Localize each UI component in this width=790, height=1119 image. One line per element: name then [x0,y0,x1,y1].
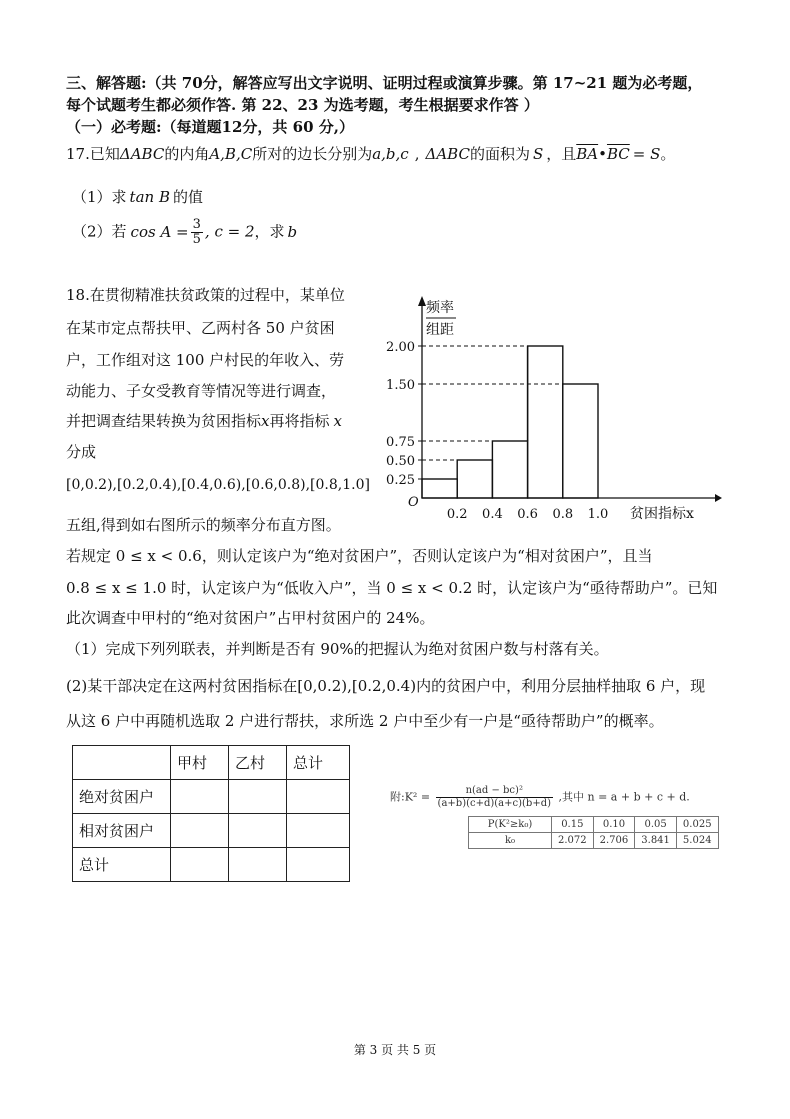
q17-mid2: 所对的边长分别为 [252,145,373,163]
y-tick-label: 1.50 [386,378,415,393]
x-axis-label: 贫困指标x [630,506,694,522]
histogram-bar [528,346,563,498]
q17-part2-cos: cos A = [130,222,189,241]
table-row [469,817,719,833]
q17-triangle: ΔABC [119,145,165,163]
table-cell [287,848,350,882]
table-header-cell: 乙村 [229,746,287,780]
table-row-label: 总计 [73,848,171,882]
table-row [73,780,350,814]
q18-line5a: 并把调查结果转换为贫困指标 [66,412,262,430]
table-cell [171,780,229,814]
table-cell: 0.025 [676,817,718,833]
reference-fraction [436,785,553,810]
table-header-row [73,746,350,780]
q17-sep: , [414,145,420,163]
reference-prefix: 附:K² = [390,790,431,804]
q18-line6: 分成 [66,443,97,461]
q17-mid3: 的面积为 [469,145,530,163]
y-tick-label: 2.00 [386,340,415,355]
q17-part1 [72,186,203,207]
q18-line5 [66,410,342,431]
table-row [73,814,350,848]
table-cell: k₀ [469,833,552,849]
histogram-bar [422,479,457,498]
reference-formula [390,785,730,810]
reference-denominator: (a+b)(c+d)(a+c)(b+d) [437,798,552,809]
table-header-cell: 甲村 [171,746,229,780]
y-axis-label-denominator: 组距 [426,322,454,338]
section-header-line2: 每个试题考生都必须作答. 第 22、23 为选考题，考生根据要求作答 ） [66,96,539,114]
q17-part1-end: 的值 [172,188,203,206]
q17-fraction [191,218,203,247]
table-cell: 0.10 [593,817,635,833]
table-row [469,833,719,849]
table-row-label: 绝对贫困户 [73,780,171,814]
critical-value-table [468,816,719,849]
histogram-bar [457,460,492,498]
q17-mid1: 的内角 [164,145,210,163]
q17-fraction-den: 5 [192,232,201,247]
y-tick-label: 0.75 [386,435,415,450]
section-header-line3: （一）必考题:（每道题12分，共 60 分,） [66,118,354,136]
table-cell [287,814,350,848]
origin-label: O [408,495,419,510]
q18-part2a: (2)某干部决定在这两村贫困指标在[0,0.2),[0.2,0.4)内的贫困户中，利用分层抽样抽取 6 户，现 [66,677,706,695]
q18-line2: 在某市定点帮扶甲、乙两村各 50 户贫困 [66,319,335,337]
q17-part1-expr: tan B [129,188,170,206]
q17-stem [66,143,675,164]
table-cell: 5.024 [676,833,718,849]
histogram-bar [492,441,527,498]
y-axis-label-numerator: 频率 [426,300,454,316]
table-row-label: 相对贫困户 [73,814,171,848]
table-cell: 0.05 [635,817,677,833]
table-header-cell: 总计 [287,746,350,780]
q17-vector-BA: $\overline{BA}$ [576,145,599,163]
q18-part1: （1）完成下列列联表，并判断是否有 90%的把握认为绝对贫困户数与村落有关。 [66,640,609,658]
q17-end: 。 [660,145,676,163]
q18-part2b: 从这 6 户中再随机选取 2 户进行帮扶，求所选 2 户中至少有一户是“亟待帮助户”的概率。 [66,712,664,730]
q17-dot: • [598,145,607,163]
x-tick-label: 0.6 [517,507,538,522]
table-cell [171,848,229,882]
reference-numerator: n(ad − bc)² [436,785,553,798]
q17-angles: A,B,C [209,145,253,163]
y-tick-label: 0.25 [386,473,415,488]
frequency-histogram [360,290,730,526]
q18-intervals: [0,0.2),[0.2,0.4),[0.4,0.6),[0.6,0.8),[0.8,1.0] [66,477,370,493]
q17-pre: 17.已知 [66,145,120,163]
table-row [73,848,350,882]
q17-part2-end: ，求 [254,222,285,241]
table-header-cell [73,746,171,780]
x-tick-label: 0.4 [482,507,503,522]
q18-line8: 五组,得到如右图所示的频率分布直方图。 [66,516,341,534]
q18-line5-x2: x [333,412,342,430]
table-cell [287,780,350,814]
q17-sides: a,b,c [372,145,409,163]
q18-line5-x: x [261,412,270,430]
reference-suffix: ,其中 n = a + b + c + d. [558,790,690,804]
table-cell [229,814,287,848]
q17-part1-label: （1）求 [72,188,127,206]
q18-line11: 此次调查中甲村的“绝对贫困户”占甲村贫困户的 24%。 [66,609,435,627]
q17-part2-b: b [287,222,298,241]
q18-line4: 动能力、子女受教育等情况等进行调查， [66,382,337,400]
page-footer: 第 3 页 共 5 页 [353,1043,437,1057]
q18-line3: 户，工作组对这 100 户村民的年收入、劳 [66,351,345,369]
table-cell [229,780,287,814]
table-cell: 3.841 [635,833,677,849]
q17-part2-label: （2）若 [72,222,127,241]
q18-line9: 若规定 0 ≤ x < 0.6，则认定该户为“绝对贫困户”，否则认定该户为“相对贫困户”，且当 [66,547,653,565]
x-tick-label: 1.0 [587,507,609,522]
q17-triangle2: ΔABC [425,145,470,163]
table-cell: P(K²≥k₀) [469,817,552,833]
y-tick-label: 0.50 [386,454,415,469]
table-cell: 2.706 [593,833,635,849]
q18-line5b: 再将指标 [269,412,330,430]
q17-part2 [72,218,297,247]
q17-S: S [532,145,544,163]
contingency-table [72,745,350,882]
q17-fraction-num: 3 [192,217,201,232]
q17-part2-rest: , c = 2 [204,222,255,241]
x-tick-label: 0.2 [446,507,468,522]
table-cell [229,848,287,882]
y-axis-arrow-icon [418,296,426,306]
q17-vector-BC: $\overline{BC}$ [606,145,630,163]
reference-block [390,785,730,849]
x-axis-arrow-icon [715,494,722,502]
q17-mid4: ，且 [546,145,577,163]
q18-line1: 18.在贯彻精准扶贫政策的过程中，某单位 [66,286,345,304]
table-cell: 2.072 [552,833,594,849]
q18-line10: 0.8 ≤ x ≤ 1.0 时，认定该户为“低收入户”，当 0 ≤ x < 0.2 时，认定该户为“亟待帮助户”。已知 [66,579,718,597]
section-header-line1: 三、解答题:（共 70分，解答应写出文字说明、证明过程或演算步骤。第 17~21 题为必考题， [66,74,703,92]
table-cell [171,814,229,848]
table-cell: 0.15 [552,817,594,833]
histogram-bar [563,384,598,498]
x-tick-label: 0.8 [552,507,574,522]
q17-eqS: = S [632,145,661,163]
